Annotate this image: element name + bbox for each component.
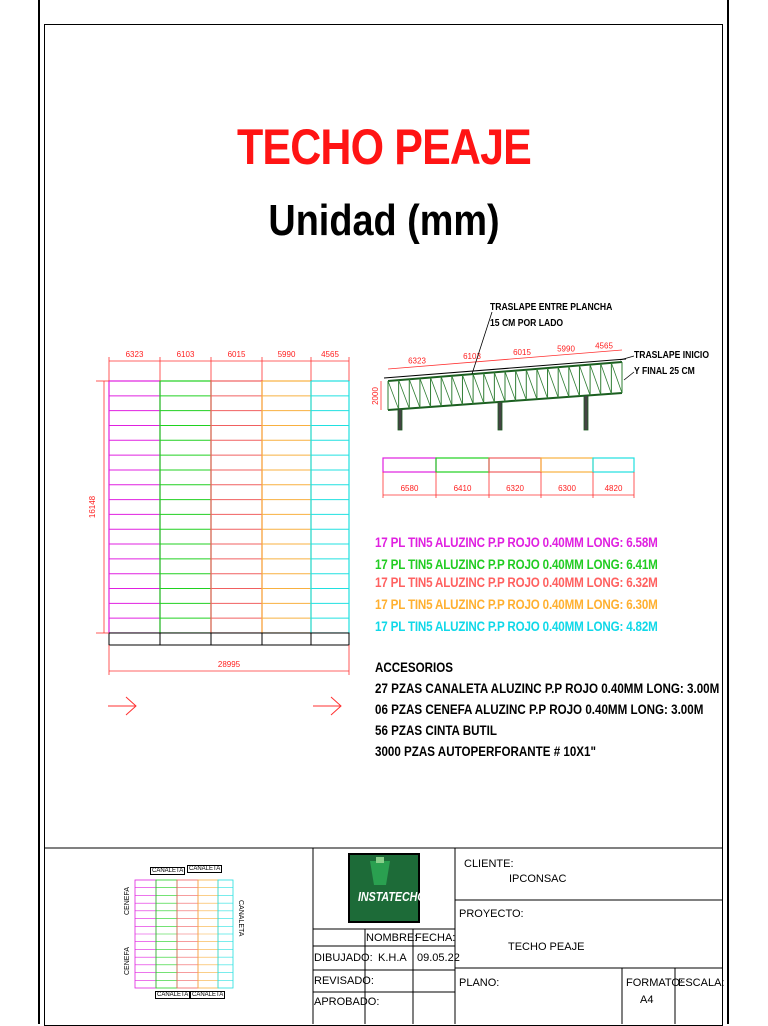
elevation-web-diagonal bbox=[548, 368, 559, 398]
plan-top-dim-label: 6015 bbox=[227, 350, 246, 359]
elevation-height-dim-label: 2000 bbox=[371, 387, 380, 405]
plan-width-dim-label: 28995 bbox=[217, 660, 241, 669]
accessory-item-3: 56 PZAS CINTA BUTIL bbox=[375, 723, 497, 738]
elevation-web-diagonal bbox=[516, 371, 527, 400]
note-start-leader bbox=[624, 372, 634, 380]
elevation-web-diagonal bbox=[462, 375, 473, 404]
elevation-web-diagonal bbox=[431, 378, 442, 407]
elevation-web-diagonal bbox=[569, 366, 580, 396]
elevation-dim-label: 6103 bbox=[463, 352, 481, 362]
elevation-web-diagonal bbox=[484, 373, 495, 402]
elevation-web-diagonal bbox=[452, 376, 463, 405]
elevation-web-diagonal bbox=[441, 377, 452, 406]
spec-line-2: 17 PL TIN5 ALUZINC P.P ROJO 0.40MM LONG: 6.41M bbox=[375, 557, 658, 572]
company-logo bbox=[348, 853, 426, 923]
thumb-canaleta-top-1: CANALETA bbox=[152, 868, 184, 874]
elevation-web-diagonal bbox=[420, 378, 431, 407]
plan-column-4 bbox=[262, 381, 311, 633]
elevation-web-diagonal bbox=[505, 372, 516, 401]
strip-dim-label: 6320 bbox=[506, 484, 524, 493]
strip-sheet-4 bbox=[541, 458, 593, 472]
spec-line-3: 17 PL TIN5 ALUZINC P.P ROJO 0.40MM LONG: 6.32M bbox=[375, 575, 658, 590]
roof-elevation-view bbox=[371, 312, 634, 430]
note-start-line2: Y FINAL 25 CM bbox=[634, 366, 695, 377]
accessory-item-4: 3000 PZAS AUTOPERFORANTE # 10X1" bbox=[375, 744, 597, 759]
plan-top-dim-label: 6103 bbox=[176, 350, 195, 359]
plan-top-dim-label: 4565 bbox=[321, 350, 339, 359]
proyecto-value: TECHO PEAJE bbox=[508, 941, 585, 953]
spec-line-5: 17 PL TIN5 ALUZINC P.P ROJO 0.40MM LONG: 4.82M bbox=[375, 619, 658, 634]
thumb-canaleta-bottom-2: CANALETA bbox=[192, 992, 224, 998]
elevation-web-diagonal bbox=[601, 364, 612, 394]
note-start-line1: TRASLAPE INICIO bbox=[634, 350, 710, 361]
note-overlap-leader bbox=[472, 312, 492, 374]
nombre-label: NOMBRE: bbox=[366, 932, 418, 944]
plan-gutter bbox=[109, 633, 349, 645]
strip-sheet-5 bbox=[593, 458, 634, 472]
elevation-web-diagonal bbox=[611, 363, 622, 393]
strip-sheet-3 bbox=[489, 458, 541, 472]
revisado-label: REVISADO: bbox=[314, 975, 374, 987]
accessories-heading: ACCESORIOS bbox=[375, 660, 454, 675]
elevation-dim-label: 4565 bbox=[595, 341, 613, 351]
roof-plan-view bbox=[88, 350, 349, 675]
plan-top-dim-label: 6323 bbox=[125, 350, 144, 359]
cliente-value: IPCONSAC bbox=[509, 873, 567, 885]
elevation-web-diagonal bbox=[579, 365, 590, 395]
elevation-web-diagonal bbox=[409, 379, 420, 407]
elevation-column bbox=[498, 402, 502, 430]
plan-column-3 bbox=[211, 381, 262, 633]
fecha-label: FECHA: bbox=[415, 932, 456, 944]
proyecto-label: PROYECTO: bbox=[459, 908, 524, 920]
note-overlap-line2: 15 CM POR LADO bbox=[490, 318, 564, 329]
elevation-web-diagonal bbox=[558, 367, 569, 397]
formato-value: A4 bbox=[640, 994, 654, 1006]
sheet-length-strip bbox=[383, 458, 634, 498]
elevation-dim-label: 6015 bbox=[513, 348, 531, 358]
elevation-column bbox=[398, 409, 402, 430]
elevation-web-diagonal bbox=[590, 365, 601, 395]
spec-line-4: 17 PL TIN5 ALUZINC P.P ROJO 0.40MM LONG: 6.30M bbox=[375, 597, 658, 612]
thumb-canaleta-bottom-1: CANALETA bbox=[157, 992, 189, 998]
escala-label: ESCALA: bbox=[678, 977, 725, 989]
thumb-cenefa-left-1: CENEFA bbox=[124, 886, 131, 915]
elevation-web-diagonal bbox=[399, 380, 410, 408]
strip-dim-label: 4820 bbox=[604, 484, 623, 493]
dibujado-label: DIBUJADO: bbox=[314, 952, 373, 964]
title-block-thumbnail bbox=[135, 880, 233, 988]
aprobado-label: APROBADO: bbox=[314, 996, 380, 1008]
direction-arrow-right bbox=[313, 697, 341, 715]
accessory-item-2: 06 PZAS CENEFA ALUZINC P.P ROJO 0.40MM LONG: 3.00M bbox=[375, 702, 704, 717]
plano-label: PLANO: bbox=[459, 977, 500, 989]
elevation-web-diagonal bbox=[537, 369, 548, 399]
elevation-web-diagonal bbox=[494, 372, 505, 401]
note-start-leader bbox=[620, 356, 634, 360]
thumb-canaleta-top-2: CANALETA bbox=[189, 866, 221, 872]
formato-label: FORMATO: bbox=[626, 977, 684, 989]
dibujado-name: K.H.A bbox=[378, 952, 407, 964]
direction-arrow-left bbox=[108, 697, 136, 715]
plan-height-dim-label: 16148 bbox=[88, 495, 97, 519]
cliente-label: CLIENTE: bbox=[464, 858, 514, 870]
spec-line-1: 17 PL TIN5 ALUZINC P.P ROJO 0.40MM LONG: 6.58M bbox=[375, 535, 658, 550]
elevation-dim-label: 6323 bbox=[408, 356, 426, 366]
strip-dim-label: 6300 bbox=[558, 484, 576, 493]
page-subtitle: Unidad (mm) bbox=[268, 196, 500, 245]
thumb-canaleta-right: CANALETA bbox=[237, 900, 244, 937]
elevation-web-diagonal bbox=[388, 381, 399, 409]
plan-column-5 bbox=[311, 381, 349, 633]
accessory-item-1: 27 PZAS CANALETA ALUZINC P.P ROJO 0.40MM LONG: 3.00M bbox=[375, 681, 720, 696]
elevation-web-diagonal bbox=[526, 370, 537, 399]
strip-dim-label: 6410 bbox=[453, 484, 472, 493]
thumb-cenefa-left-2: CENEFA bbox=[124, 946, 131, 975]
strip-sheet-1 bbox=[383, 458, 436, 472]
plan-column-2 bbox=[160, 381, 211, 633]
plan-top-dim-label: 5990 bbox=[277, 350, 296, 359]
strip-dim-label: 6580 bbox=[400, 484, 419, 493]
page-title: TECHO PEAJE bbox=[236, 119, 531, 175]
elevation-web-diagonal bbox=[473, 374, 484, 403]
elevation-dim-label: 5990 bbox=[557, 344, 575, 354]
plan-column-1 bbox=[109, 381, 160, 633]
elevation-column bbox=[584, 396, 588, 430]
dibujado-date: 09.05.22 bbox=[417, 952, 460, 964]
strip-sheet-2 bbox=[436, 458, 489, 472]
logo-text: INSTATECHO bbox=[357, 889, 426, 904]
note-overlap-line1: TRASLAPE ENTRE PLANCHA bbox=[490, 302, 613, 313]
